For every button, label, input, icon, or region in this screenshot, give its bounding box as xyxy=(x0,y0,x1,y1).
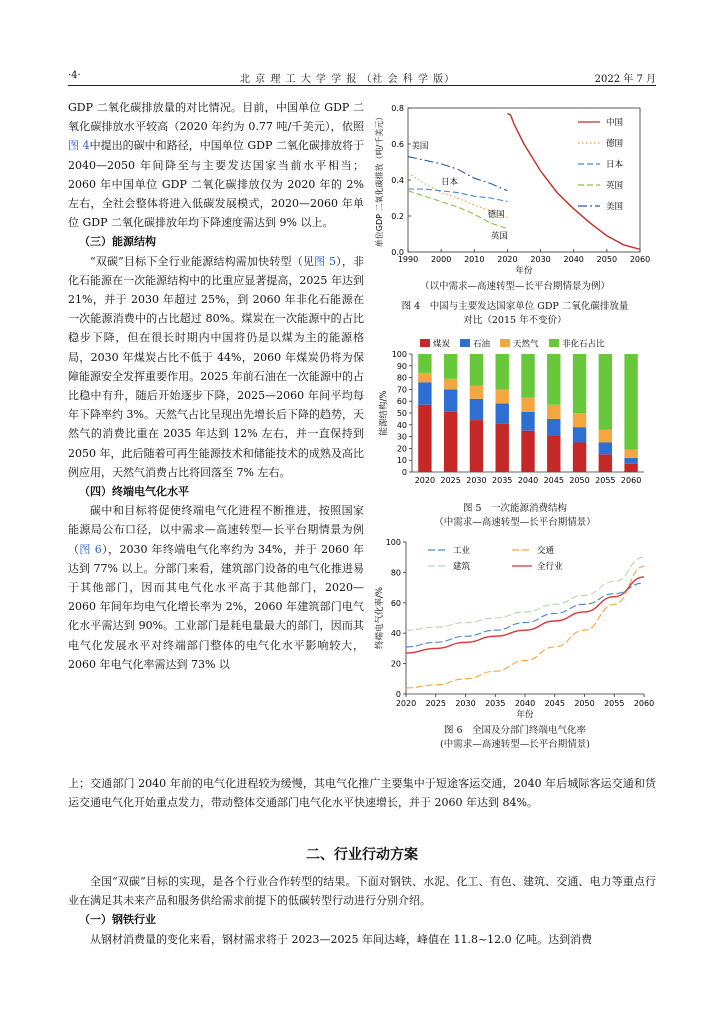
x-tick-label: 2060 xyxy=(629,255,651,264)
x-tick-label: 2035 xyxy=(485,699,506,708)
subsection-energy-structure: （三）能源结构 xyxy=(79,235,156,249)
bar-石油-2035 xyxy=(496,404,509,424)
y-tick-label: 60 xyxy=(390,598,401,608)
x-tick-label: 2050 xyxy=(596,255,618,264)
bar-煤炭-2060 xyxy=(624,464,637,472)
legend-swatch xyxy=(549,339,559,347)
y-tick-label: 20 xyxy=(390,659,401,669)
subsection-steel: （一）钢铁行业 xyxy=(79,913,156,927)
bar-天然气-2025 xyxy=(444,379,457,390)
y-tick-label: 80 xyxy=(390,568,401,578)
figure-4-caption: 图 4 中国与主要发达国家单位 GDP 二氧化碳排放量 xyxy=(401,301,629,312)
bar-石油-2055 xyxy=(599,443,612,455)
bar-非化石占比-2045 xyxy=(547,354,560,405)
series-line-工业 xyxy=(406,583,644,647)
y-tick-label: 100 xyxy=(385,538,401,547)
legend-label: 日本 xyxy=(606,160,624,170)
bar-煤炭-2040 xyxy=(521,431,534,472)
page-number: ·4· xyxy=(68,70,81,81)
y-tick-label: 90 xyxy=(396,361,407,371)
annotation-label: 英国 xyxy=(490,231,508,242)
y-tick-label: 30 xyxy=(396,432,407,442)
legend-label: 德国 xyxy=(606,139,624,149)
bar-天然气-2060 xyxy=(624,450,637,458)
figure-4-note: （以中需求—高速转型—长平台期情景为例） xyxy=(419,281,610,292)
figure-6-caption-line2: (中需求—高速转型—长平台期情景) xyxy=(440,739,590,750)
y-tick-label: 70 xyxy=(396,385,407,395)
legend-swatch xyxy=(460,339,470,347)
y-tick-label: 40 xyxy=(396,420,407,430)
bar-石油-2025 xyxy=(444,389,457,411)
bar-煤炭-2050 xyxy=(573,443,586,473)
x-axis-label: 年份 xyxy=(516,710,534,720)
y-tick-label: 0.8 xyxy=(391,104,404,113)
legend-label: 煤炭 xyxy=(433,339,451,350)
x-tick-label: 2030 xyxy=(455,699,476,708)
issue-date: 2022 年 7 月 xyxy=(594,74,656,85)
x-tick-label: 2020 xyxy=(497,255,518,264)
y-tick-label: 100 xyxy=(391,350,407,359)
bar-非化石占比-2060 xyxy=(624,354,637,450)
x-tick-label: 2000 xyxy=(430,255,452,264)
x-tick-label: 2025 xyxy=(425,699,446,708)
x-tick-label: 2045 xyxy=(544,699,565,708)
bar-石油-2050 xyxy=(573,427,586,442)
bar-天然气-2020 xyxy=(418,373,431,382)
x-tick-label: 2060 xyxy=(633,699,655,708)
journal-title: 北 京 理 工 大 学 学 报 （社 会 科 学 版） xyxy=(240,74,456,85)
bar-煤炭-2020 xyxy=(418,405,431,472)
y-tick-label: 20 xyxy=(396,444,407,454)
bar-煤炭-2035 xyxy=(496,424,509,472)
y-tick-label: 0.0 xyxy=(391,248,404,257)
figure-6-link[interactable]: 图 6 xyxy=(79,542,102,556)
legend-label: 天然气 xyxy=(513,339,539,350)
bar-煤炭-2055 xyxy=(599,454,612,472)
x-tick-label: 2045 xyxy=(543,476,564,485)
bar-石油-2045 xyxy=(547,419,560,436)
bar-煤炭-2025 xyxy=(444,412,457,472)
legend-swatch xyxy=(420,339,430,347)
figure-4-chart xyxy=(372,100,660,276)
paragraph-gdp-emissions: GDP 二氧化碳排放量的对比情况。目前，中国单位 GDP 二氧化碳排放水平较高（2020 年约为 0.77 吨/千美元），依照图 4中提出的碳中和路径，中国单位 GDP 二氧化碳排放将于 2040—2050 年间降至与主要发达国家当前水平相当；2060 年中国单位 GDP 二氧化碳排放仅为 2020 年的 2% 左右，全社会整体将进入低碳发展模式，2020—2060 年单位 GDP 二氧化碳排放年均下降速度需达到 9% 以上。 xyxy=(68,101,365,230)
paragraph-energy-structure: “双碳”目标下全行业能源结构需加快转型（见图 5），非化石能源在一次能源结构中的比重应显著提高，2025 年达到 21%，并于 2030 年超过 25%，到 2060 年非化石能源在一次能源消费中的占比超过 80%。煤炭在一次能源中的占比稳步下降，但在很长时期内中国将仍是以煤为主的能源格局，2030 年煤炭占比不低于 44%，2060 年煤炭仍将为保障能源安全发挥重要作用。2025 年前石油在一次能源中的占比稳中有升，随后开始逐步下降，2025—2060 年间平均每年下降率约 3%。天然气占比呈现出先增长后下降的趋势，天然气的消费比重在 2035 年达到 12% 左右，并一直保持到 2050 年，此后随着可再生能源技术和储能技术的成熟及高比例应用，天然气消费占比将回落至 7% 左右。 xyxy=(68,254,365,479)
full-width-text xyxy=(68,774,656,812)
series-line-日本 xyxy=(408,189,507,202)
legend-label: 非化石占比 xyxy=(562,339,605,350)
x-tick-label: 1990 xyxy=(397,255,419,264)
bar-石油-2060 xyxy=(624,458,637,464)
x-tick-label: 2055 xyxy=(595,476,616,485)
x-tick-label: 2040 xyxy=(517,476,539,485)
y-tick-label: 0 xyxy=(401,468,407,477)
figure-6-chart xyxy=(372,536,660,720)
x-tick-label: 2050 xyxy=(574,699,595,708)
x-tick-label: 2030 xyxy=(530,255,551,264)
y-tick-label: 0.2 xyxy=(391,212,404,221)
bar-天然气-2035 xyxy=(496,389,509,403)
legend-label: 石油 xyxy=(473,339,491,350)
bar-非化石占比-2050 xyxy=(573,354,586,413)
bar-天然气-2055 xyxy=(599,430,612,443)
figure-5-chart xyxy=(372,334,660,498)
legend-label: 全行业 xyxy=(537,562,563,572)
figure-6-caption: 图 6 全国及分部门终端电气化率 xyxy=(443,725,587,736)
bar-非化石占比-2030 xyxy=(470,354,483,386)
header-rule xyxy=(68,85,656,86)
section-title: 二、行业行动方案 xyxy=(306,847,418,863)
figure-4-caption-line2: 对比（2015 年不变价） xyxy=(463,315,567,326)
bar-煤炭-2045 xyxy=(547,435,560,472)
x-tick-label: 2055 xyxy=(604,699,625,708)
paragraph-electrification-cont: 上；交通部门 2040 年前的电气化进程较为缓慢，其电气化推广主要集中于短途客运交通，2040 年后城际客运交通和货运交通电气化开始重点发力，带动整体交通部门电气化水平快速增长，并于 2060 年达到 84%。 xyxy=(68,777,656,810)
legend-label: 英国 xyxy=(606,181,624,191)
figure-4-link[interactable]: 图 4 xyxy=(68,139,90,153)
y-tick-label: 50 xyxy=(396,409,407,418)
y-tick-label: 0 xyxy=(395,690,401,699)
legend-label: 美国 xyxy=(606,202,624,212)
annotation-label: 日本 xyxy=(441,177,459,188)
bar-煤炭-2030 xyxy=(470,420,483,472)
bar-天然气-2050 xyxy=(573,413,586,427)
x-tick-label: 2040 xyxy=(514,699,536,708)
bar-天然气-2040 xyxy=(521,398,534,412)
paragraph-steel: 从钢材消费量的变化来看，钢材需求将于 2023—2025 年间达峰，峰值在 11.8~12.0 亿吨。达到消费 xyxy=(90,932,593,946)
figure-5-link[interactable]: 图 5 xyxy=(314,254,336,268)
bar-天然气-2030 xyxy=(470,386,483,399)
y-axis-label: 能源结构/% xyxy=(379,390,389,436)
x-tick-label: 2025 xyxy=(440,476,461,485)
legend-swatch xyxy=(500,339,510,347)
paragraph-industry-actions: 全国“双碳”目标的实现，是各个行业合作转型的结果。下面对钢铁、水泥、化工、有色、建筑、交通、电力等重点行业在满足其未来产品和服务供给需求前提下的低碳转型行动进行分别介绍。 xyxy=(68,875,656,908)
y-tick-label: 0.4 xyxy=(391,176,404,185)
paragraph-electrification: 碳中和目标将促使终端电气化进程不断推进，按照国家能源局公布口径，以中需求—高速转型—长平台期情景为例（图 6），2030 年终端电气化率约为 34%，并于 2060 年达到 77% 以上。分部门来看，建筑部门设备的电气化推进易于其他部门，因而其电气化水平高于其他部门，2020—2060 年间年均电气化增长率为 2%，2060 年建筑部门电气化水平需达到 90%。工业部门是耗电量最大的部门，因而其电气化发展水平对终端部门整体的电气化水平影响较大，2060 年电气化率需达到 73% 以 xyxy=(68,504,364,671)
figure-5-caption: 图 5 一次能源消费结构 xyxy=(462,503,568,514)
bar-非化石占比-2025 xyxy=(444,354,457,379)
subsection-electrification: （四）终端电气化水平 xyxy=(79,485,189,499)
y-tick-label: 0.6 xyxy=(391,140,404,149)
bar-非化石占比-2035 xyxy=(496,354,509,389)
annotation-label: 美国 xyxy=(411,141,429,152)
legend-label: 中国 xyxy=(606,118,624,128)
y-tick-label: 80 xyxy=(396,373,407,383)
x-axis-label: 年份 xyxy=(515,266,533,276)
legend-label: 工业 xyxy=(453,546,471,556)
bar-石油-2030 xyxy=(470,399,483,420)
x-tick-label: 2010 xyxy=(464,255,485,264)
x-tick-label: 2020 xyxy=(395,699,417,708)
bar-石油-2040 xyxy=(521,412,534,431)
bar-石油-2020 xyxy=(418,382,431,404)
annotation-label: 德国 xyxy=(487,209,505,220)
y-tick-label: 40 xyxy=(390,629,401,639)
y-tick-label: 10 xyxy=(396,456,407,466)
full-width-text-2 xyxy=(68,872,656,949)
x-tick-label: 2020 xyxy=(414,476,436,485)
series-line-建筑 xyxy=(406,557,644,630)
x-tick-label: 2035 xyxy=(492,476,513,485)
left-column xyxy=(68,98,364,674)
y-tick-label: 60 xyxy=(396,397,407,407)
bar-非化石占比-2040 xyxy=(521,354,534,398)
legend-label: 建筑 xyxy=(453,562,471,572)
x-tick-label: 2040 xyxy=(563,255,584,264)
legend-label: 交通 xyxy=(537,546,555,556)
figure-5-caption-line2: （中需求—高速转型—长平台期情景） xyxy=(434,517,596,528)
bar-天然气-2045 xyxy=(547,405,560,419)
x-tick-label: 2060 xyxy=(620,476,642,485)
bar-非化石占比-2055 xyxy=(599,354,612,430)
x-tick-label: 2050 xyxy=(569,476,590,485)
x-tick-label: 2030 xyxy=(466,476,487,485)
bar-非化石占比-2020 xyxy=(418,354,431,373)
y-axis-label: 终端电气化率/% xyxy=(375,587,385,649)
y-axis-label: 单位GDP 二氧化碳排放（吨/千美元） xyxy=(375,112,384,248)
